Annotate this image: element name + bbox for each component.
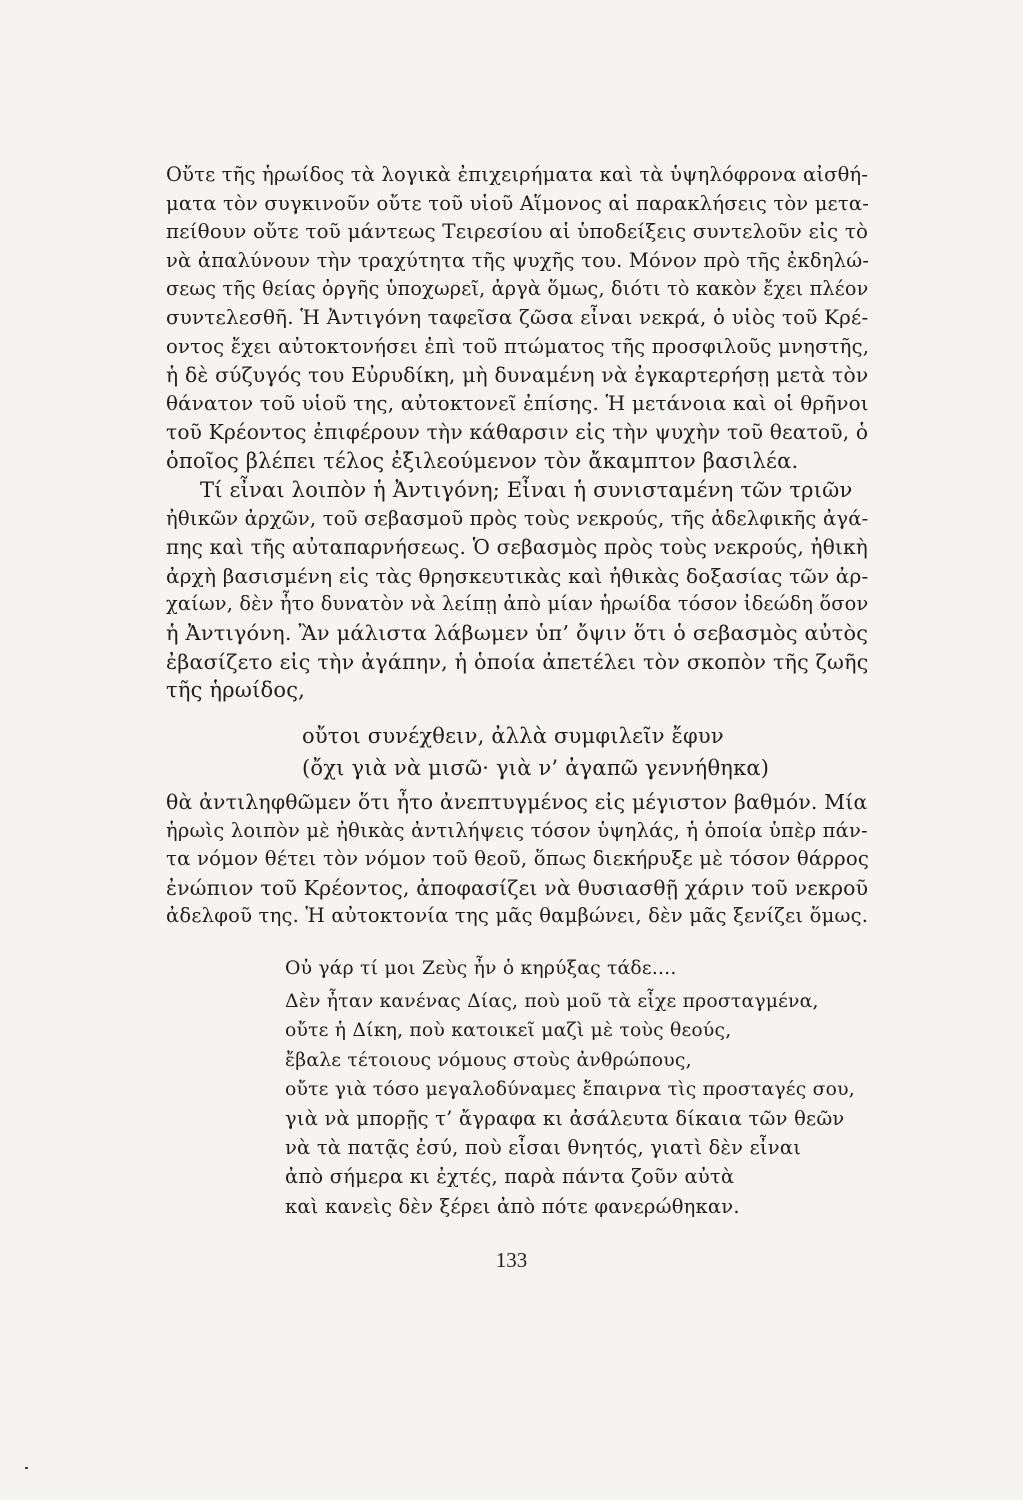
text-line: Τί εἶναι λοιπὸν ἡ Ἀντιγόνη; Εἶναι ἡ συνισταμένη τῶν τριῶν <box>200 478 853 502</box>
verse-line: οὔτε ἡ Δίκη, ποὺ κατοικεῖ μαζὶ μὲ τοὺς θεούς, <box>285 1020 732 1042</box>
text-line: ἡ Ἀντιγόνη. Ἂν μάλιστα λάβωμεν ὑπ’ ὄψιν ὅτι ὁ σεβασμὸς αὐτὸς <box>166 620 869 645</box>
verse-line: γιὰ νὰ μπορῇς τ’ ἄγραφα κι ἀσάλευτα δίκαια τῶν θεῶν <box>285 1106 845 1130</box>
verse-quote-2 <box>285 954 855 1221</box>
verse-line: Δὲν ἦταν κανένας Δίας, ποὺ μοῦ τὰ εἶχε προσταγμένα, <box>285 991 819 1013</box>
verse-line: οὔτε γιὰ τόσο μεγαλοδύναμες ἔπαιρνα τὶς προσταγές σου, <box>285 1078 855 1100</box>
text-line: ἡρωὶς λοιπὸν μὲ ἠθικὰς ἀντιλήψεις τόσον ὑψηλάς, ἡ ὁποία ὑπὲρ πάν- <box>166 818 868 842</box>
text-line: ἀρχὴ βασισμένη εἰς τὰς θρησκευτικὰς καὶ ἠθικὰς δοξασίας τῶν ἀρ- <box>166 563 869 588</box>
page-number: 133 <box>495 1248 528 1272</box>
text-line: τῆς ἡρωίδος, <box>166 678 306 703</box>
text-line: ἀδελφοῦ της. Ἡ αὐτοκτονία της μᾶς θαμβώνει, δὲν μᾶς ξενίζει ὅμως. <box>166 904 869 928</box>
verse-line: (ὄχι γιὰ νὰ μισῶ· γιὰ ν’ ἀγαπῶ γεννήθηκα) <box>302 756 770 780</box>
text-line: Οὔτε τῆς ἡρωίδος τὰ λογικὰ ἐπιχειρήματα καὶ τὰ ὑψηλόφρονα αἰσθή- <box>166 163 869 186</box>
text-line: πείθουν οὔτε τοῦ μάντεως Τειρεσίου αἱ ὑποδείξεις συντελοῦν εἰς τὸ <box>166 220 869 244</box>
text-line: πης καὶ τῆς αὐταπαρνήσεως. Ὁ σεβασμὸς πρὸς τοὺς νεκρούς, ἠθικὴ <box>166 535 868 560</box>
text-line: ἐνώπιον τοῦ Κρέοντος, ἀποφασίζει νὰ θυσιασθῇ χάριν τοῦ νεκροῦ <box>166 875 869 900</box>
text-line: σεως τῆς θείας ὀργῆς ὑποχωρεῖ, ἀργὰ ὅμως, διότι τὸ κακὸν ἔχει πλέον <box>166 277 869 301</box>
text-line: χαίων, δὲν ἦτο δυνατὸν νὰ λείπῃ ἀπὸ μίαν ἡρωίδα τόσον ἰδεώδη ὅσον <box>166 592 869 616</box>
verse-line: ἔβαλε τέτοιους νόμους στοὺς ἀνθρώπους, <box>285 1049 692 1071</box>
text-line: τα νόμον θέτει τὸν νόμον τοῦ θεοῦ, ὅπως διεκήρυξε μὲ τόσον θάρρος <box>166 847 870 871</box>
text-line: θάνατον τοῦ υἱοῦ της, αὐτοκτονεῖ ἐπίσης. Ἡ μετάνοια καὶ οἱ θρῆνοι <box>166 391 869 415</box>
text-line: ἠθικῶν ἀρχῶν, τοῦ σεβασμοῦ πρὸς τοὺς νεκρούς, τῆς ἀδελφικῆς ἀγά- <box>166 506 869 530</box>
verse-quote-1 <box>302 720 769 784</box>
scan-speck <box>25 1467 28 1469</box>
verse-line: ἀπὸ σήμερα κι ἐχτές, παρὰ πάντα ζοῦν αὐτὰ <box>285 1165 735 1189</box>
text-line: θὰ ἀντιληφθῶμεν ὅτι ἦτο ἀνεπτυγμένος εἰς μέγιστον βαθμόν. Μία <box>166 790 868 814</box>
verse-line: Οὐ γάρ τί μοι Ζεὺς ἦν ὁ κηρύξας τάδε.... <box>285 958 677 979</box>
verse-line: καὶ κανεὶς δὲν ξέρει ἀπὸ πότε φανερώθηκαν. <box>285 1194 740 1218</box>
paragraph-3 <box>166 788 868 931</box>
verse-line: οὔτοι συνέχθειν, ἀλλὰ συμφιλεῖν ἔφυν <box>302 724 724 748</box>
text-line: οντος ἔχει αὐτοκτονήσει ἐπὶ τοῦ πτώματος τῆς προσφιλοῦς μνηστῆς, <box>166 334 870 358</box>
text-line: ὁποῖος βλέπει τέλος ἐξιλεούμενον τὸν ἄκαμπτον βασιλέα. <box>166 448 799 473</box>
text-line: ἐβασίζετο εἰς τὴν ἀγάπην, ἡ ὁποία ἀπετέλει τὸν σκοπὸν τῆς ζωῆς <box>166 649 869 674</box>
text-line: ματα τὸν συγκινοῦν οὔτε τοῦ υἱοῦ Αἵμονος αἱ παρακλήσεις τὸν μετα- <box>166 191 870 215</box>
paragraph-1 <box>166 161 868 476</box>
text-line: τοῦ Κρέοντος ἐπιφέρουν τὴν κάθαρσιν εἰς τὴν ψυχὴν τοῦ θεατοῦ, ὁ <box>166 420 869 445</box>
text-line: συντελεσθῆ. Ἡ Ἀντιγόνη ταφεῖσα ζῶσα εἶναι νεκρά, ὁ υἱὸς τοῦ Κρέ- <box>166 305 869 329</box>
text-line: νὰ ἀπαλύνουν τὴν τραχύτητα τῆς ψυχῆς του. Μόνον πρὸ τῆς ἐκδηλώ- <box>166 248 870 272</box>
verse-line: νὰ τὰ πατᾷς ἐσύ, ποὺ εἶσαι θνητός, γιατὶ δὲν εἶναι <box>285 1136 802 1160</box>
text-line: ἡ δὲ σύζυγός του Εὐρυδίκη, μὴ δυναμένη νὰ ἐγκαρτερήσῃ μετὰ τὸν <box>166 363 869 388</box>
paragraph-2 <box>166 476 868 705</box>
